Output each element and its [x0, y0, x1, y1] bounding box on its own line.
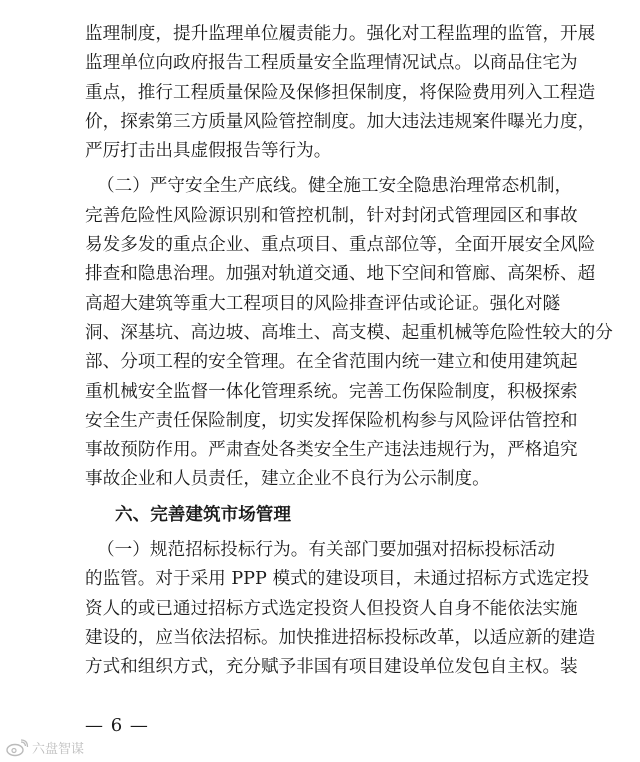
section-subheading-line: （二）严守安全生产底线。健全施工安全隐患治理常态机制， — [97, 176, 573, 197]
text-line: 事故企业和人员责任，建立企业不良行为公示制度。 — [85, 469, 490, 490]
text-line: 重点，推行工程质量保险及保修担保制度，将保险费用列入工程造 — [85, 82, 596, 103]
text-line: 监理单位向政府报告工程质量安全监理情况试点。以商品住宅为 — [85, 53, 578, 74]
weibo-logo-icon — [6, 739, 28, 757]
text-line: 方式和组织方式，充分赋予非国有项目建设单位发包自主权。装 — [85, 657, 578, 678]
text-line: 排查和隐患治理。加强对轨道交通、地下空间和管廊、高架桥、超 — [85, 264, 596, 285]
text-line: 部、分项工程的安全管理。在全省范围内统一建立和使用建筑起 — [85, 352, 578, 373]
text-line: 高超大建筑等重大工程项目的风险排查评估或论证。强化对隧 — [85, 293, 561, 314]
text-line: 严厉打击出具虚假报告等行为。 — [85, 141, 332, 162]
text-line: 洞、深基坑、高边坡、高堆土、高支模、起重机械等危险性较大的分 — [85, 322, 613, 343]
section-heading: 六、完善建筑市场管理 — [115, 504, 291, 525]
body-text — [85, 20, 613, 683]
section-subheading-line: （一）规范招标投标行为。有关部门要加强对招标投标活动 — [97, 540, 555, 561]
page-number: — 6 — — [85, 715, 149, 736]
watermark-text: 六盘智谋 — [32, 742, 85, 757]
text-line: 监理制度，提升监理单位履责能力。强化对工程监理的监管，开展 — [85, 24, 596, 44]
text-line: 的监管。对于采用 PPP 模式的建设项目，未通过招标方式选定投 — [85, 569, 590, 590]
text-line: 资人的或已通过招标方式选定投资人但投资人自身不能依法实施 — [85, 598, 578, 619]
text-line: 事故预防作用。严肃查处各类安全生产违法违规行为，严格追究 — [85, 440, 578, 461]
text-line: 完善危险性风险源识别和管控机制，针对封闭式管理园区和事故 — [85, 205, 578, 226]
text-line: 易发多发的重点企业、重点项目、重点部位等，全面开展安全风险 — [85, 235, 596, 256]
text-line: 安全生产责任保险制度，切实发挥保险机构参与风险评估管控和 — [85, 410, 578, 431]
text-line: 重机械安全监督一体化管理系统。完善工伤保险制度，积极探索 — [85, 381, 578, 402]
watermark — [6, 738, 84, 757]
text-line: 价，探索第三方质量风险管控制度。加大违法违规案件曝光力度， — [85, 111, 596, 132]
text-line: 建设的，应当依法招标。加快推进招标投标改革，以适应新的建造 — [85, 627, 596, 648]
